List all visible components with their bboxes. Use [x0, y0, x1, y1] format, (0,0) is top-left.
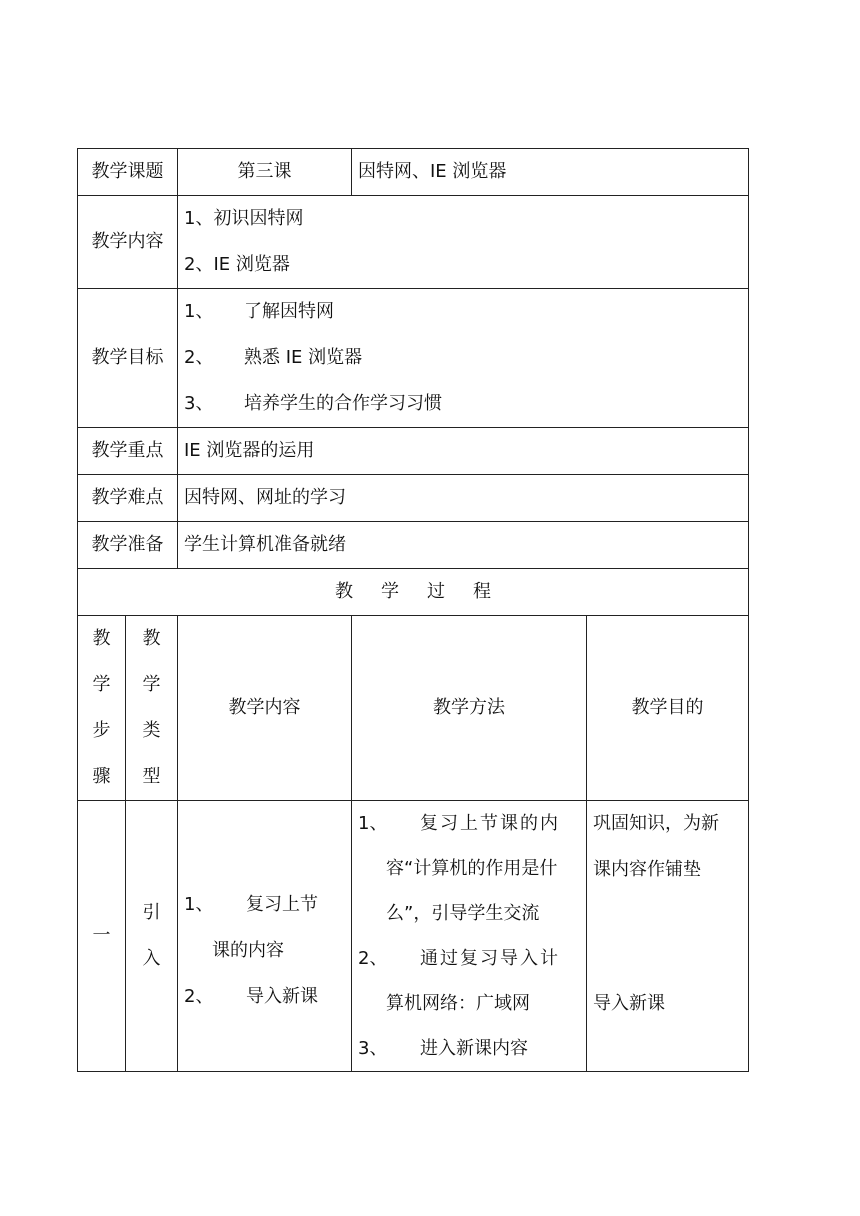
step-column-header	[78, 616, 126, 801]
difficulty-value: 因特网、网址的学习	[178, 475, 749, 522]
content-items	[178, 196, 749, 289]
method-cell	[352, 801, 587, 1072]
key-point-label: 教学重点	[78, 428, 178, 475]
item-text: 复习上节课的内	[420, 813, 560, 834]
header-char: 教	[92, 628, 111, 649]
method-line	[358, 891, 580, 936]
goals-row	[78, 289, 749, 428]
header-char: 教	[142, 628, 161, 649]
preparation-row	[78, 522, 749, 569]
item-text: 算机网络：广域网	[386, 993, 530, 1014]
item-text: 容“计算机的作用是什	[386, 858, 558, 879]
header-char: 学	[142, 674, 161, 695]
topic-label: 教学课题	[78, 149, 178, 196]
goals-items	[178, 289, 749, 428]
goal-text: 培养学生的合作学习习惯	[244, 393, 442, 414]
item-number: 1、	[184, 894, 214, 915]
process-title-row	[78, 569, 749, 616]
item-number: 2、	[184, 986, 214, 1007]
item-text: 么”，引导学生交流	[386, 903, 540, 924]
method-column-header: 教学方法	[352, 616, 587, 801]
item-text: 课的内容	[212, 940, 284, 961]
content-line	[184, 882, 345, 928]
purpose-line: 导入新课	[593, 993, 665, 1014]
goals-label: 教学目标	[78, 289, 178, 428]
lesson-plan-table	[77, 148, 749, 1072]
goal-text: 熟悉 IE 浏览器	[244, 347, 363, 368]
topic-row	[78, 149, 749, 196]
goal-item	[184, 381, 742, 427]
header-char: 步	[92, 720, 111, 741]
item-number: 2、	[358, 948, 388, 969]
key-point-value: IE 浏览器的运用	[178, 428, 749, 475]
item-number: 1、	[358, 813, 388, 834]
method-line	[358, 1026, 580, 1071]
step-cell: 一	[78, 801, 126, 1072]
purpose-cell	[587, 801, 749, 1072]
process-title	[78, 569, 749, 616]
content-row	[78, 196, 749, 289]
purpose-line: 课内容作铺垫	[593, 859, 701, 880]
process-title-char: 程	[473, 581, 491, 602]
process-title-char: 教	[335, 581, 353, 602]
header-char: 类	[142, 720, 161, 741]
process-title-char: 过	[427, 581, 445, 602]
content-cell	[178, 801, 352, 1072]
content-column-header: 教学内容	[178, 616, 352, 801]
process-row	[78, 801, 749, 1072]
header-char: 型	[142, 766, 161, 787]
content-item: 1、初识因特网	[184, 208, 304, 229]
header-char: 学	[92, 674, 111, 695]
purpose-line: 巩固知识，为新	[593, 813, 719, 834]
type-cell	[126, 801, 178, 1072]
lesson-title: 因特网、IE 浏览器	[352, 149, 749, 196]
header-char: 骤	[92, 766, 111, 787]
preparation-value: 学生计算机准备就绪	[178, 522, 749, 569]
method-line	[358, 981, 580, 1026]
process-title-char: 学	[381, 581, 399, 602]
goal-number: 2、	[184, 347, 214, 368]
goal-text: 了解因特网	[244, 301, 334, 322]
item-text: 导入新课	[246, 986, 318, 1007]
lesson-number: 第三课	[178, 149, 352, 196]
process-header-row	[78, 616, 749, 801]
goal-number: 3、	[184, 393, 214, 414]
type-char: 入	[142, 948, 161, 969]
method-line	[358, 801, 580, 846]
item-text: 复习上节	[246, 894, 318, 915]
content-label: 教学内容	[78, 196, 178, 289]
method-line	[358, 846, 580, 891]
item-text: 进入新课内容	[420, 1038, 528, 1059]
goal-item	[184, 289, 742, 335]
item-text: 通过复习导入计	[420, 948, 560, 969]
preparation-label: 教学准备	[78, 522, 178, 569]
difficulty-row	[78, 475, 749, 522]
content-item: 2、IE 浏览器	[184, 254, 290, 275]
goal-item	[184, 335, 742, 381]
item-number: 3、	[358, 1038, 388, 1059]
content-line	[184, 974, 345, 1020]
method-line	[358, 936, 580, 981]
content-line	[184, 928, 345, 974]
difficulty-label: 教学难点	[78, 475, 178, 522]
key-point-row	[78, 428, 749, 475]
purpose-column-header: 教学目的	[587, 616, 749, 801]
type-column-header	[126, 616, 178, 801]
type-char: 引	[142, 902, 161, 923]
goal-number: 1、	[184, 301, 214, 322]
